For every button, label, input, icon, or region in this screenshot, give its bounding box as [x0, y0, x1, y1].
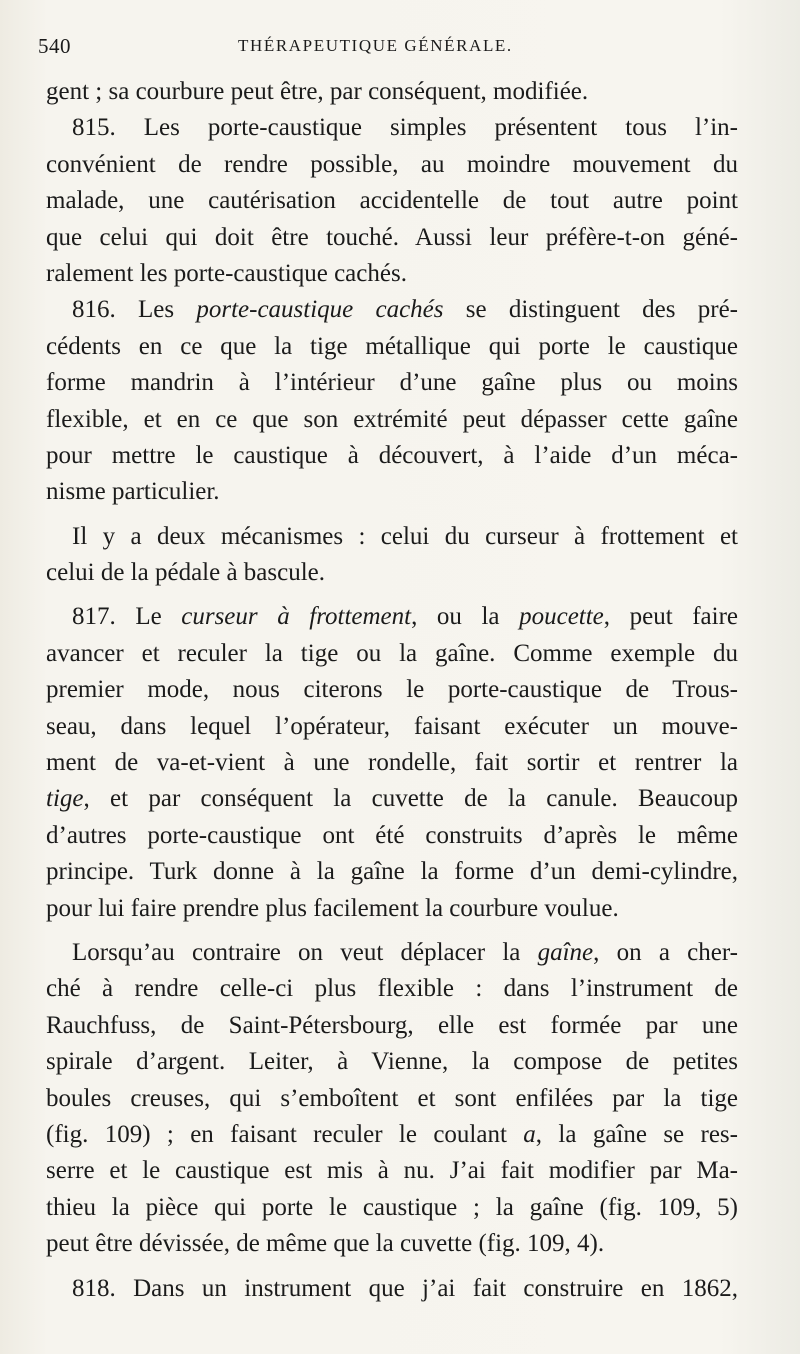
text-run: Rauchfuss, de Saint-Pétersbourg, elle est formée par une: [46, 1011, 738, 1039]
text-run: , ou la: [411, 603, 520, 631]
text-run: avancer et reculer la tige ou la gaîne. Comme exemple du: [46, 639, 738, 667]
text-line: [46, 220, 738, 256]
text-line: [46, 781, 738, 817]
text-line: [46, 854, 738, 890]
text-line: [46, 935, 738, 971]
text-run: ché à rendre celle-ci plus flexible : dans l’instrument de: [46, 975, 738, 1003]
text-run: Il y a deux mécanismes : celui du curseur à frottement et: [72, 522, 738, 550]
text-run: cédents en ce que la tige métallique qui porte le caustique: [46, 332, 738, 360]
text-run: boules creuses, qui s’emboîtent et sont enfilées par la tige: [46, 1084, 738, 1112]
text-line: [46, 1008, 738, 1044]
text-run: , peut faire: [603, 603, 738, 631]
text-run: seau, dans lequel l’opérateur, faisant exécuter un mouve-: [46, 712, 738, 740]
text-line: [46, 402, 738, 438]
text-run: 818. Dans un instrument que j’ai fait construire en 1862,: [72, 1274, 738, 1302]
text-line: [46, 1226, 738, 1262]
text-run: principe. Turk donne à la gaîne la forme d’un demi-cylindre,: [46, 858, 738, 886]
text-line: [46, 1044, 738, 1080]
italic-term: poucette: [519, 603, 604, 631]
page-body-text: [46, 74, 738, 1307]
text-run: se distinguent des pré-: [443, 296, 738, 324]
page-header: [38, 34, 738, 64]
text-line: [46, 147, 738, 183]
text-line: [46, 971, 738, 1007]
paragraph-gap: [46, 591, 738, 599]
text-run: 817. Le: [72, 603, 182, 631]
text-line: [46, 474, 738, 510]
text-run: , la gaîne se res-: [535, 1120, 738, 1148]
text-line: [46, 519, 738, 555]
text-run: serre et le caustique est mis à nu. J’ai fait modifier par Ma-: [46, 1157, 738, 1185]
text-line: [46, 636, 738, 672]
italic-term: porte-caustique cachés: [196, 296, 444, 324]
text-line: [46, 818, 738, 854]
text-line: [46, 438, 738, 474]
text-run: , et par conséquent la cuvette de la canule. Beaucoup: [83, 785, 738, 813]
text-line: [46, 1153, 738, 1189]
text-line: [46, 745, 738, 781]
text-run: ralement les porte-caustique cachés.: [46, 259, 407, 287]
text-run: malade, une cautérisation accidentelle de tout autre point: [46, 187, 738, 215]
paragraph-gap: [46, 511, 738, 519]
text-line: [46, 1081, 738, 1117]
text-line: [46, 365, 738, 401]
text-line: [46, 183, 738, 219]
paragraph-gap: [46, 1263, 738, 1271]
text-run: , on a cher-: [593, 938, 738, 966]
text-run: celui de la pédale à bascule.: [46, 559, 326, 587]
text-run: spirale d’argent. Leiter, à Vienne, la compose de petites: [46, 1048, 738, 1076]
text-line: [46, 891, 738, 927]
text-run: Lorsqu’au contraire on veut déplacer la: [72, 938, 538, 966]
text-line: [46, 599, 738, 635]
text-line: [46, 256, 738, 292]
paragraph-gap: [46, 927, 738, 935]
text-line: [46, 1117, 738, 1153]
text-line: [46, 672, 738, 708]
running-title: THÉRAPEUTIQUE GÉNÉRALE.: [238, 36, 513, 55]
italic-term: tige: [46, 785, 84, 813]
text-run: peut être dévissée, de même que la cuvette (fig. 109, 4).: [46, 1230, 605, 1258]
text-run: 815. Les porte-caustique simples présentent tous l’in-: [72, 114, 738, 142]
text-run: convénient de rendre possible, au moindre mouvement du: [46, 150, 738, 178]
text-run: gent ; sa courbure peut être, par conséquent, modifiée.: [46, 78, 589, 105]
text-run: 816. Les: [72, 296, 197, 324]
text-run: premier mode, nous citerons le porte-caustique de Trous-: [46, 676, 738, 704]
text-run: forme mandrin à l’intérieur d’une gaîne plus ou moins: [46, 369, 738, 397]
text-run: flexible, et en ce que son extrémité peut dépasser cette gaîne: [46, 405, 738, 433]
text-line: [46, 1190, 738, 1226]
text-line: [46, 329, 738, 365]
text-line: [46, 709, 738, 745]
text-line: [46, 74, 738, 110]
text-line: [46, 110, 738, 146]
text-run: thieu la pièce qui porte le caustique ; la gaîne (fig. 109, 5): [46, 1193, 738, 1221]
text-run: (fig. 109) ; en faisant reculer le coulant: [46, 1120, 524, 1148]
text-run: pour lui faire prendre plus facilement la courbure voulue.: [46, 894, 619, 922]
page-number: 540: [38, 34, 71, 58]
text-run: ment de va-et-vient à une rondelle, fait sortir et rentrer la: [46, 749, 738, 777]
text-run: d’autres porte-caustique ont été construits d’après le même: [46, 821, 738, 849]
text-run: pour mettre le caustique à découvert, à l’aide d’un méca-: [46, 441, 738, 469]
italic-term: curseur à frottement: [181, 603, 412, 631]
italic-term: gaîne: [537, 938, 594, 966]
text-run: que celui qui doit être touché. Aussi leur préfère-t-on géné-: [46, 223, 738, 251]
text-line: [46, 555, 738, 591]
italic-term: a: [523, 1120, 536, 1148]
text-line: [46, 292, 738, 328]
text-run: nisme particulier.: [46, 478, 220, 506]
text-line: [46, 1271, 738, 1307]
